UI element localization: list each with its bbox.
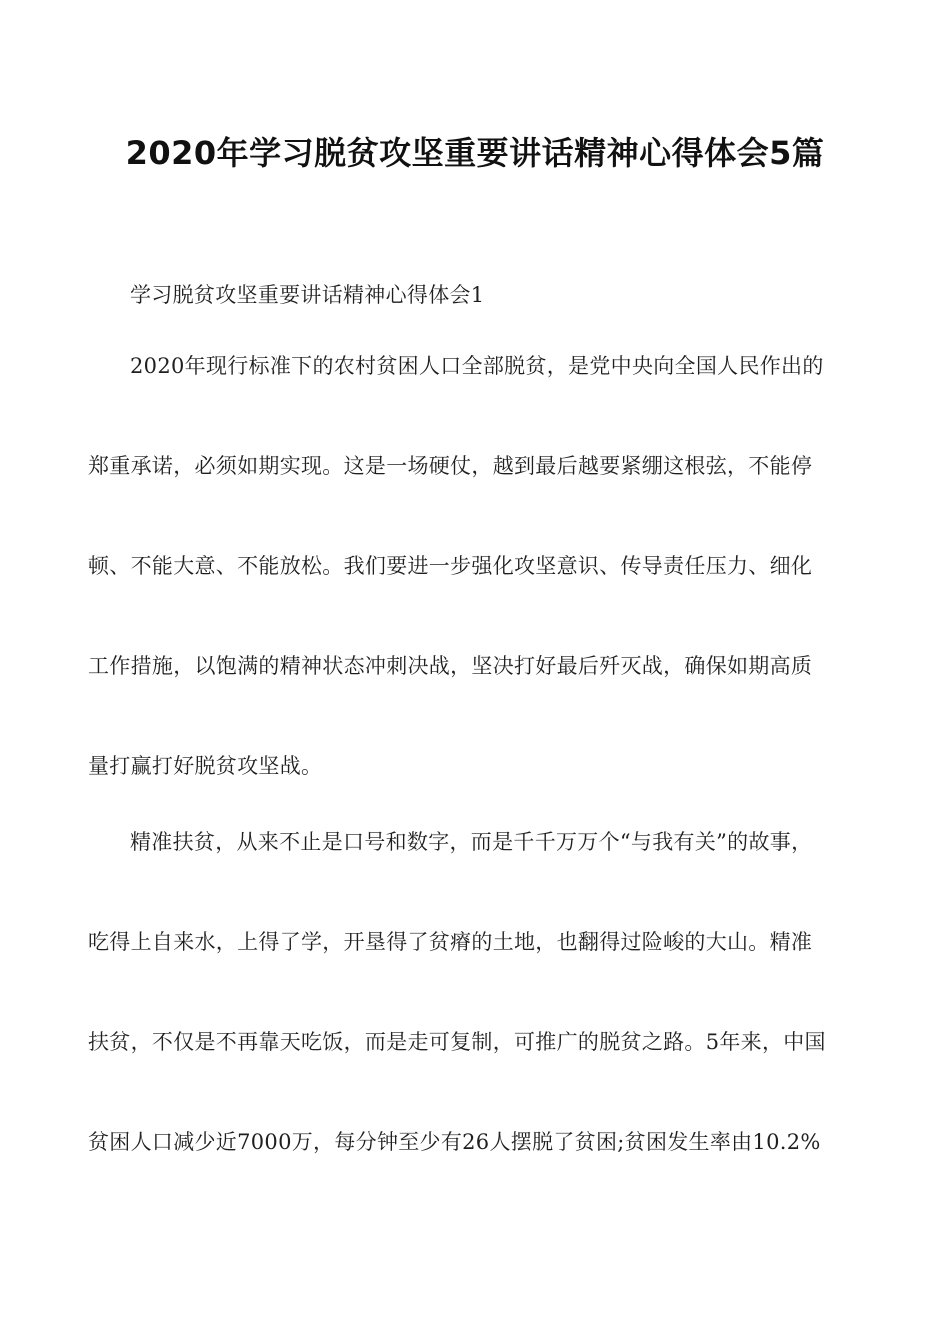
paragraph-line: 贫困人口减少近7000万，每分钟至少有26人摆脱了贫困;贫困发生率由10.2%: [88, 1130, 821, 1154]
paragraph-line: 量打赢打好脱贫攻坚战。: [88, 754, 323, 778]
paragraph-line: 工作措施，以饱满的精神状态冲刺决战，坚决打好最后歼灭战，确保如期高质: [88, 654, 813, 678]
section-heading: 学习脱贫攻坚重要讲话精神心得体会1: [130, 283, 485, 307]
paragraph-line: 2020年现行标准下的农村贫困人口全部脱贫，是党中央向全国人民作出的: [130, 354, 824, 378]
paragraph-line: 精准扶贫，从来不止是口号和数字，而是千千万万个“与我有关”的故事，: [130, 830, 813, 854]
paragraph-line: 扶贫，不仅是不再靠天吃饭，而是走可复制，可推广的脱贫之路。5年来，中国: [88, 1030, 826, 1054]
paragraph-line: 顿、不能大意、不能放松。我们要进一步强化攻坚意识、传导责任压力、细化: [88, 554, 813, 578]
paragraph-line: 吃得上自来水，上得了学，开垦得了贫瘠的土地，也翻得过险峻的大山。精准: [88, 930, 813, 954]
document-title: 2020年学习脱贫攻坚重要讲话精神心得体会5篇: [125, 134, 825, 172]
paragraph-line: 郑重承诺，必须如期实现。这是一场硬仗，越到最后越要紧绷这根弦，不能停: [88, 454, 813, 478]
